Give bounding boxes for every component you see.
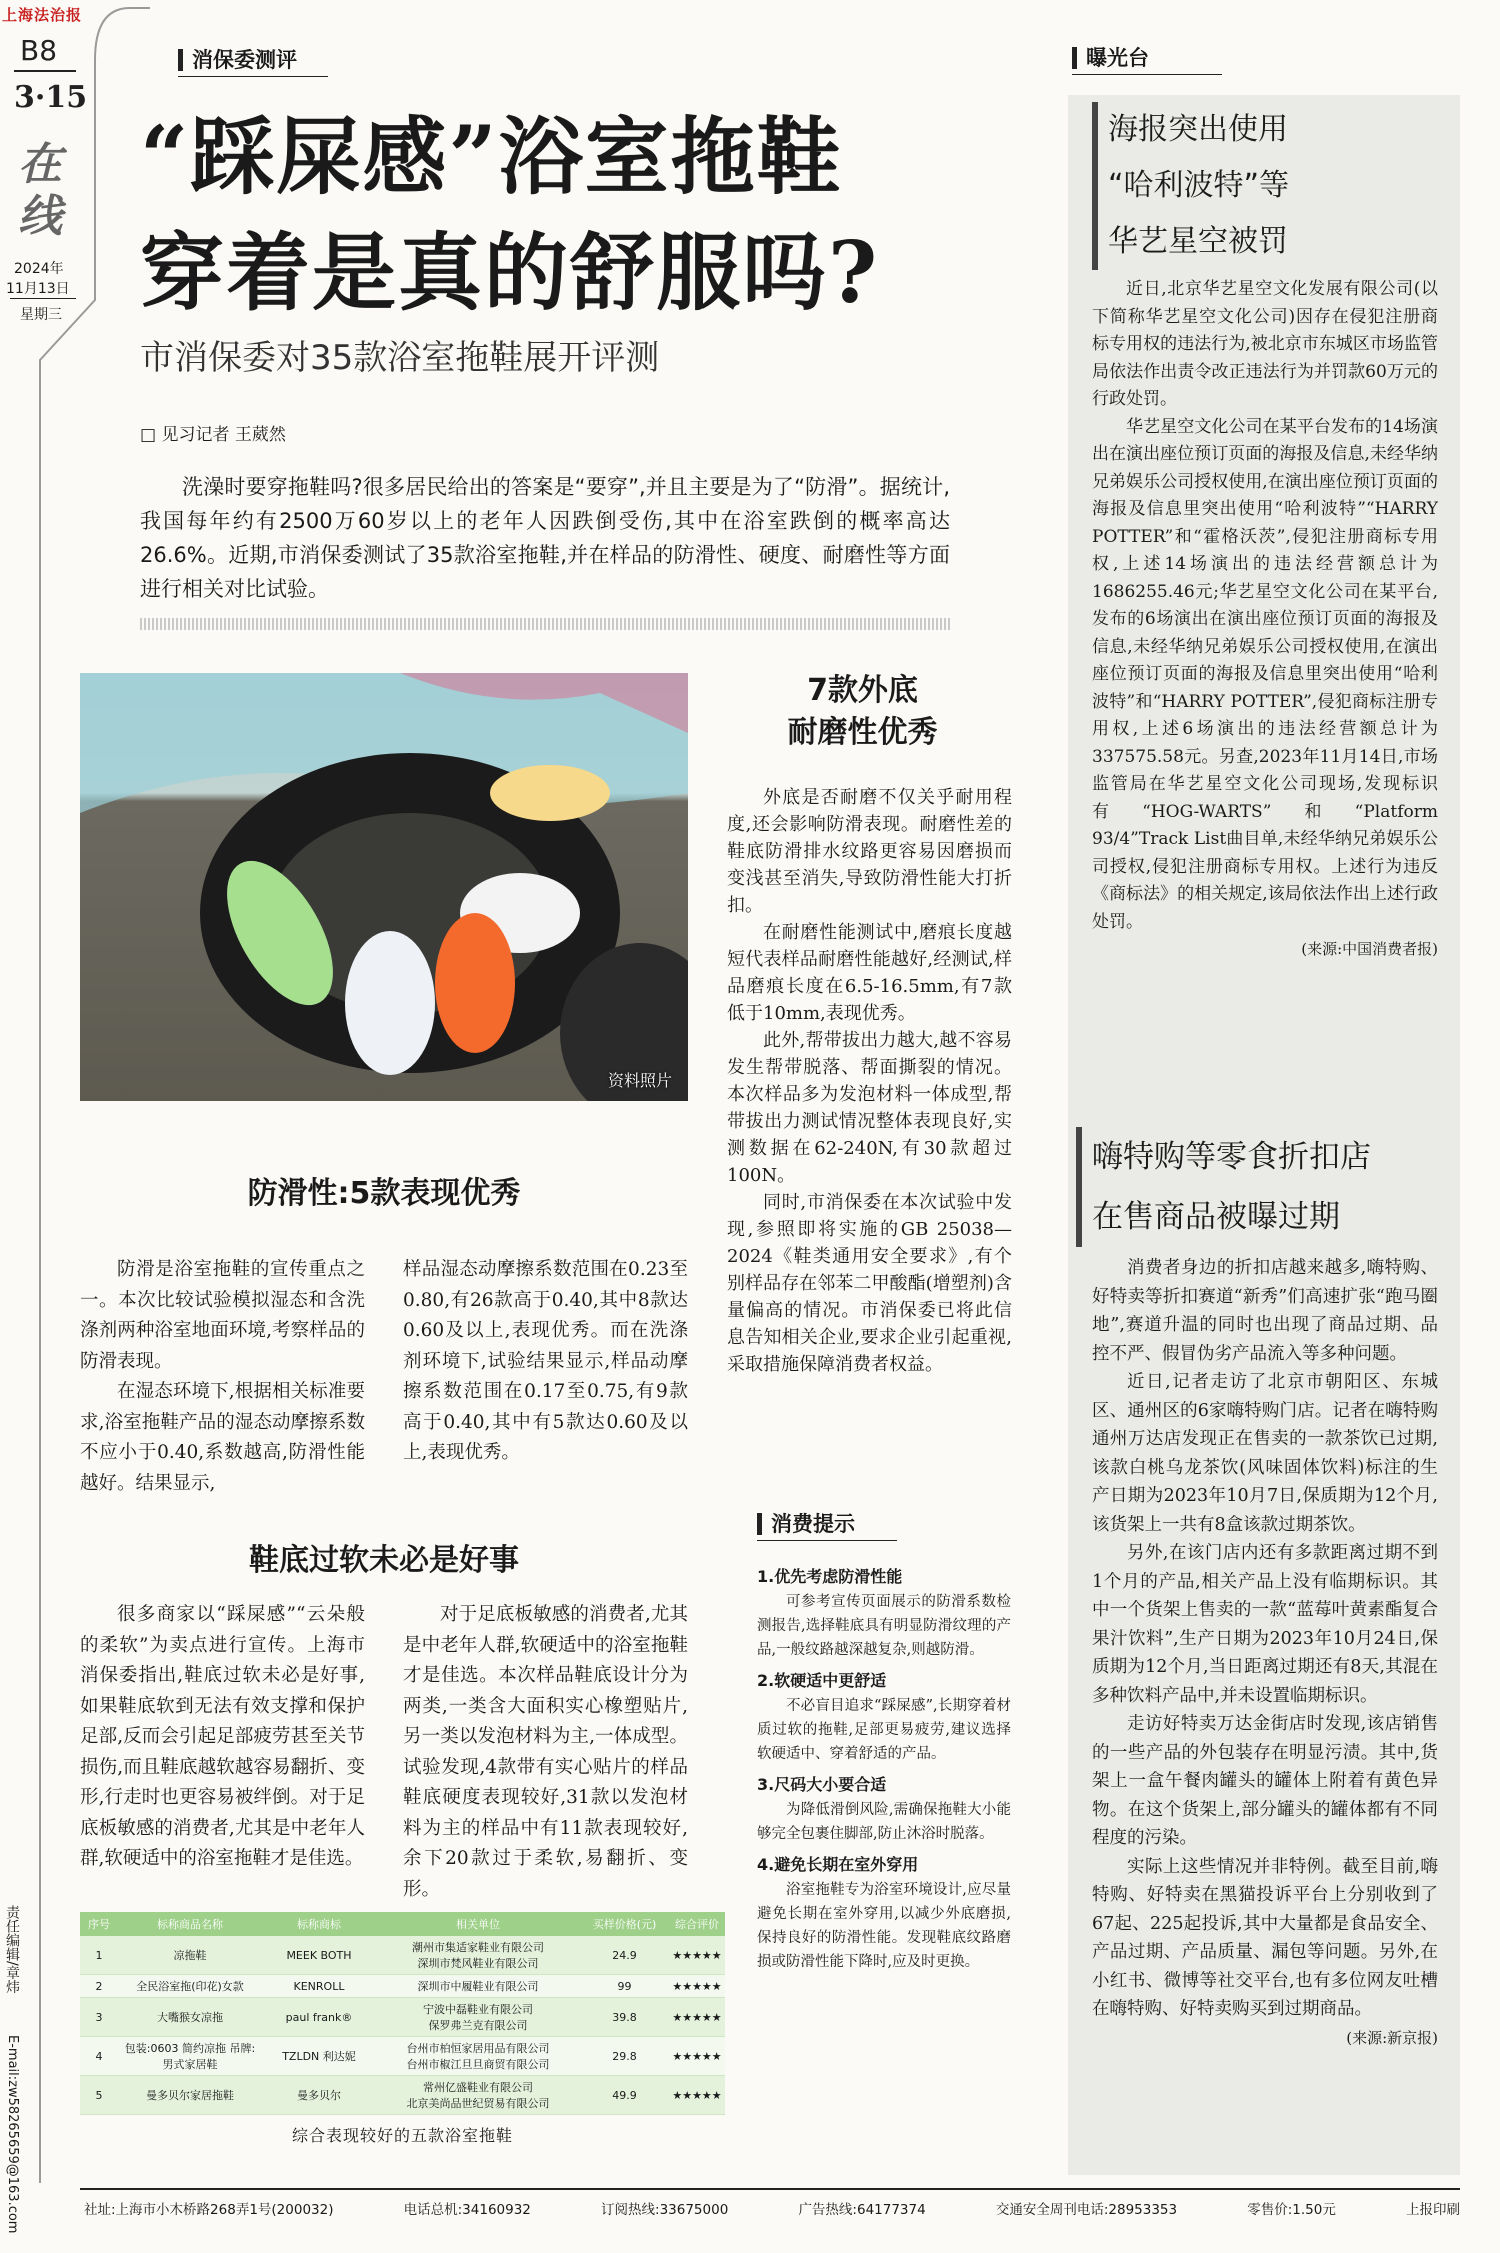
tip-title: 4.避免长期在室外穿用 bbox=[757, 1855, 919, 1874]
footer-rule bbox=[80, 2188, 1460, 2190]
cell-brand: KENROLL bbox=[262, 1975, 376, 1998]
antislip-col-1 bbox=[80, 1255, 365, 1499]
unit-line: 深圳市中履鞋业有限公司 bbox=[417, 1980, 539, 1993]
cell-no: 2 bbox=[80, 1975, 118, 1998]
issue-year: 2024年 bbox=[14, 261, 64, 277]
cell-name: 包装:0603 简约凉拖 吊牌:男式家居鞋 bbox=[118, 2037, 262, 2076]
paragraph: 防滑是浴室拖鞋的宣传重点之一。本次比较试验模拟湿态和含洗涤剂两种浴室地面环境,考察样品的防滑表现。 bbox=[80, 1259, 365, 1372]
section-name: 3·15 bbox=[14, 80, 88, 115]
tip-text: 可参考宣传页面展示的防滑系数检测报告,选择鞋底具有明显防滑纹理的产品,一般纹路越深越复杂,则越防滑。 bbox=[757, 1594, 1011, 1658]
cell-rating: ★★★★★ bbox=[669, 1998, 725, 2037]
paragraph: 实际上这些情况并非特例。截至目前,嗨特购、好特卖在黑猫投诉平台上分别收到了67起、225起投诉,其中大量都是食品安全、产品过期、产品质量、漏包等问题。另外,在小红书、微博等社交平台,也有多位网友吐槽在嗨特购、好特卖购买到过期商品。 bbox=[1092, 1856, 1438, 2019]
softness-col-2 bbox=[403, 1600, 688, 1905]
paragraph: 同时,市消保委在本次试验中发现,参照即将实施的GB 25038—2024《鞋类通用安全要求》,有个别样品存在邻苯二甲酸酯(增塑剂)含量偏高的情况。市消保委已将此信息告知相关企业,要求企业引起重视,采取措施保障消费者权益。 bbox=[727, 1192, 1012, 1375]
cell-unit bbox=[376, 2076, 580, 2115]
section-name-zai: 在 bbox=[18, 139, 62, 190]
story2-text bbox=[1092, 1254, 1438, 2052]
tip-text: 不必盲目追求“踩屎感”,长期穿着材质过软的拖鞋,足部更易疲劳,建议选择软硬适中、穿着舒适的产品。 bbox=[757, 1698, 1011, 1762]
lead-paragraph bbox=[140, 470, 950, 606]
cell-name: 曼多贝尔家居拖鞋 bbox=[118, 2076, 262, 2115]
editor-email: E-mail:zw58265659@163.com bbox=[5, 2035, 20, 2234]
story1-headline-line: 华艺星空被罚 bbox=[1108, 224, 1288, 259]
tip-item bbox=[757, 1564, 1011, 1662]
unit-line: 台州市椒江旦旦商贸有限公司 bbox=[406, 2058, 550, 2071]
footer-phone: 电话总机:34160932 bbox=[403, 2202, 531, 2218]
section-heading-wear bbox=[730, 670, 995, 754]
tip-item bbox=[757, 1772, 1011, 1846]
tip-title: 1.优先考虑防滑性能 bbox=[757, 1567, 903, 1586]
slipper-table bbox=[80, 1912, 725, 2115]
paragraph: 样品湿态动摩擦系数范围在0.23至0.80,有26款高于0.40,其中8款达0.60及以上,表现优秀。而在洗涤剂环境下,试验结果显示,样品动摩擦系数范围在0.17至0.75,有9款高于0.40,其中有5款达0.60及以上,表现优秀。 bbox=[403, 1259, 688, 1463]
table-header-row bbox=[80, 1912, 725, 1936]
cell-rating: ★★★★★ bbox=[669, 2037, 725, 2076]
cell-no: 4 bbox=[80, 2037, 118, 2076]
sidebar-tag: 曝光台 bbox=[1072, 42, 1149, 72]
cell-unit bbox=[376, 2037, 580, 2076]
cell-no: 5 bbox=[80, 2076, 118, 2115]
cell-rating: ★★★★★ bbox=[669, 1975, 725, 1998]
cell-price: 24.9 bbox=[580, 1936, 669, 1975]
table-header: 综合评价 bbox=[669, 1912, 725, 1936]
subheadline: 市消保委对35款浴室拖鞋展开评测 bbox=[140, 338, 660, 378]
cell-price: 39.8 bbox=[580, 1998, 669, 2037]
headline-line-1: “踩屎感”浴室拖鞋 bbox=[140, 107, 843, 206]
story2-source: (来源:新京报) bbox=[1346, 2028, 1438, 2047]
table-row bbox=[80, 2037, 725, 2076]
section-heading-softness: 鞋底过软未必是好事 bbox=[249, 1543, 519, 1578]
table-header: 标称商品名称 bbox=[118, 1912, 262, 1936]
table-header: 买样价格(元) bbox=[580, 1912, 669, 1936]
headline-line-2: 穿着是真的舒服吗? bbox=[140, 223, 880, 322]
paragraph: 很多商家以“踩屎感”“云朵般的柔软”为卖点进行宣传。上海市消保委指出,鞋底过软未必是好事,如果鞋底软到无法有效支撑和保护足部,反而会引起足部疲劳甚至关节损伤,而且鞋底越软越容易翻折、变形,行走时也更容易被绊倒。对于足底板敏感的消费者,尤其是中老年人群,软硬适中的浴室拖鞋才是佳选。 bbox=[80, 1604, 365, 1869]
paragraph: 在湿态环境下,根据相关标准要求,浴室拖鞋产品的湿态动摩擦系数不应小于0.40,系数越高,防滑性能越好。结果显示, bbox=[80, 1381, 365, 1494]
story1-source: (来源:中国消费者报) bbox=[1301, 940, 1438, 958]
cell-name: 大嘴猴女凉拖 bbox=[118, 1998, 262, 2037]
softness-col-1 bbox=[80, 1600, 365, 1875]
footer-ad: 广告热线:64177374 bbox=[798, 2202, 926, 2218]
issue-weekday: 星期三 bbox=[20, 307, 62, 323]
paragraph: 另外,在该门店内还有多款距离过期不到1个月的产品,相关产品上没有临期标识。其中一个货架上售卖的一款“蓝莓叶黄素酯复合果汁饮料”,生产日期为2023年10月24日,保质期为12个月,当日距离过期还有8天,其混在多种饮料产品中,并未设置临期标识。 bbox=[1092, 1543, 1438, 1706]
tip-title: 3.尺码大小要合适 bbox=[757, 1775, 887, 1794]
masthead-logo: 上海法治报 bbox=[2, 6, 83, 24]
table-header: 序号 bbox=[80, 1912, 118, 1936]
cell-price: 29.8 bbox=[580, 2037, 669, 2076]
unit-line: 常州亿盛鞋业有限公司 bbox=[423, 2081, 533, 2094]
wear-heading-line: 耐磨性优秀 bbox=[787, 715, 938, 750]
paragraph: 走访好特卖万达金街店时发现,该店销售的一些产品的外包装存在明显污渍。其中,货架上一盒午餐肉罐头的罐体上附着有黄色异物。在这个货架上,部分罐头的罐体都有不同程度的污染。 bbox=[1092, 1714, 1438, 1848]
story1-text bbox=[1092, 276, 1438, 964]
tips-box bbox=[757, 1564, 1011, 1974]
story1-headline bbox=[1092, 102, 1458, 270]
paragraph: 外底是否耐磨不仅关乎耐用程度,还会影响防滑表现。耐磨性差的鞋底防滑排水纹路更容易因磨损而变浅甚至消失,导致防滑性能大打折扣。 bbox=[727, 787, 1012, 916]
footer bbox=[84, 2198, 1460, 2218]
cell-name: 凉拖鞋 bbox=[118, 1936, 262, 1975]
editor-credit: 责任编辑/章炜 bbox=[4, 1905, 20, 1994]
cell-no: 3 bbox=[80, 1998, 118, 2037]
table-row bbox=[80, 1936, 725, 1975]
cell-brand: MEEK BOTH bbox=[262, 1936, 376, 1975]
cell-rating: ★★★★★ bbox=[669, 2076, 725, 2115]
paragraph: 华艺星空文化公司在某平台发布的14场演出在演出座位预订页面的海报及信息,未经华纳兄弟娱乐公司授权使用,在演出座位预订页面的海报及信息里突出使用“哈利波特”“HARRY POTTER”和“霍格沃茨”,侵犯注册商标专用权,上述14场演出的违法经营额总计为1686255.46元;华艺星空文化公司在某平台,发布的6场演出在演出座位预订页面的海报及信息,未经华纳兄弟娱乐公司授权使用,在演出座位预订页面的海报及信息里突出使用“哈利波特”和“HARRY POTTER”,侵犯商标注册专用权,上述6场演出的违法经营额总计为337575.58元。另查,2023年11月14日,市场监管局在华艺星空文化公司现场,发现标识有“HOG-WARTS”和“Platform 93/4”Track List曲目单,未经华纳兄弟娱乐公司授权,侵犯注册商标专用权。上述行为违反《商标法》的相关规定,该局依法作出上述行政处罚。 bbox=[1092, 416, 1438, 932]
antislip-col-2 bbox=[403, 1255, 688, 1469]
footer-subscribe: 订阅热线:33675000 bbox=[601, 2202, 729, 2218]
footer-address: 社址:上海市小木桥路268弄1号(200032) bbox=[84, 2202, 334, 2218]
page-number: B8 bbox=[20, 34, 58, 67]
table-row bbox=[80, 2076, 725, 2115]
paragraph: 消费者身边的折扣店越来越多,嗨特购、好特卖等折扣赛道“新秀”们高速扩张“跑马圈地”,赛道升温的同时也出现了商品过期、品控不严、假冒伪劣产品流入等多种问题。 bbox=[1092, 1258, 1438, 1364]
footer-printer: 上报印刷 bbox=[1406, 2202, 1460, 2218]
tip-text: 浴室拖鞋专为浴室环境设计,应尽量避免长期在室外穿用,以减少外底磨损,保持良好的防滑性能。发现鞋底纹路磨损或防滑性能下降时,应及时更换。 bbox=[757, 1882, 1011, 1970]
unit-line: 宁波中磊鞋业有限公司 bbox=[423, 2003, 533, 2016]
cell-brand: paul frank® bbox=[262, 1998, 376, 2037]
unit-line: 深圳市梵风鞋业有限公司 bbox=[417, 1957, 539, 1970]
unit-line: 潮州市集适家鞋业有限公司 bbox=[412, 1941, 544, 1954]
section-heading-antislip: 防滑性:5款表现优秀 bbox=[247, 1176, 521, 1211]
unit-line: 保罗弗兰克有限公司 bbox=[428, 2019, 528, 2032]
paragraph: 对于足底板敏感的消费者,尤其是中老年人群,软硬适中的浴室拖鞋才是佳选。本次样品鞋底设计分为两类,一类含大面积实心橡塑贴片,另一类以发泡材料为主,一体成型。试验发现,4款带有实心贴片的样品鞋底硬度表现较好,31款以发泡材料为主的样品中有11款表现较好,余下20款过于柔软,易翻折、变形。 bbox=[403, 1604, 688, 1900]
tips-tag: 消费提示 bbox=[757, 1508, 855, 1538]
cell-unit bbox=[376, 1936, 580, 1975]
cell-unit bbox=[376, 1975, 580, 1998]
table-header: 标称商标 bbox=[262, 1912, 376, 1936]
story1-headline-line: 海报突出使用 bbox=[1108, 112, 1288, 147]
issue-date: 11月13日 bbox=[6, 281, 70, 297]
table-caption: 综合表现较好的五款浴室拖鞋 bbox=[291, 2126, 513, 2145]
tip-title: 2.软硬适中更舒适 bbox=[757, 1671, 887, 1690]
table-row bbox=[80, 1975, 725, 1998]
lead-divider bbox=[140, 618, 950, 630]
wear-heading-line: 7款外底 bbox=[807, 673, 918, 708]
article-photo bbox=[80, 673, 688, 1101]
cell-brand: 曼多贝尔 bbox=[262, 2076, 376, 2115]
section-name-xian: 线 bbox=[18, 191, 62, 242]
lead-text: 洗澡时要穿拖鞋吗?很多居民给出的答案是“要穿”,并且主要是为了“防滑”。据统计,我国每年约有2500万60岁以上的老年人因跌倒受伤,其中在浴室跌倒的概率高达26.6%。近期,市消保委测试了35款浴室拖鞋,并在样品的防滑性、硬度、耐磨性等方面进行相关对比试验。 bbox=[140, 475, 950, 601]
slipper-table-wrap bbox=[80, 1912, 725, 2146]
footer-price: 零售价:1.50元 bbox=[1247, 2202, 1336, 2218]
wear-text bbox=[727, 784, 1012, 1378]
story1-headline-line: “哈利波特”等 bbox=[1108, 168, 1290, 203]
story2-headline bbox=[1076, 1127, 1468, 1247]
unit-line: 台州市柏恒家居用品有限公司 bbox=[406, 2042, 550, 2055]
cell-no: 1 bbox=[80, 1936, 118, 1975]
table-row bbox=[80, 1998, 725, 2037]
article-section-tag: 消保委测评 bbox=[178, 44, 297, 74]
cell-name: 全民浴室拖(印花)女款 bbox=[118, 1975, 262, 1998]
tip-item bbox=[757, 1852, 1011, 1974]
cell-rating: ★★★★★ bbox=[669, 1936, 725, 1975]
paragraph: 在耐磨性能测试中,磨痕长度越短代表样品耐磨性能越好,经测试,样品磨痕长度在6.5-16.5mm,有7款低于10mm,表现优秀。 bbox=[727, 922, 1012, 1024]
byline: □ 见习记者 王葳然 bbox=[140, 425, 286, 445]
paragraph: 近日,北京华艺星空文化发展有限公司(以下简称华艺星空文化公司)因存在侵犯注册商标专用权的违法行为,被北京市东城区市场监管局依法作出责令改正违法行为并罚款60万元的行政处罚。 bbox=[1092, 279, 1438, 409]
cell-brand: TZLDN 利达妮 bbox=[262, 2037, 376, 2076]
tip-item bbox=[757, 1668, 1011, 1766]
tip-text: 为降低滑倒风险,需确保拖鞋大小能够完全包裹住脚部,防止沐浴时脱落。 bbox=[757, 1802, 1011, 1842]
cell-price: 49.9 bbox=[580, 2076, 669, 2115]
story2-headline-line: 嗨特购等零食折扣店 bbox=[1092, 1139, 1371, 1175]
paragraph: 此外,帮带拔出力越大,越不容易发生帮带脱落、帮面撕裂的情况。本次样品多为发泡材料一体成型,帮带拔出力测试情况整体表现良好,实测数据在62-240N,有30款超过100N。 bbox=[727, 1030, 1012, 1186]
cell-price: 99 bbox=[580, 1975, 669, 1998]
footer-traffic: 交通安全周刊电话:28953353 bbox=[995, 2202, 1178, 2218]
cell-unit bbox=[376, 1998, 580, 2037]
photo-illustration bbox=[80, 673, 688, 1101]
paragraph: 近日,记者走访了北京市朝阳区、东城区、通州区的6家嗨特购门店。记者在嗨特购通州万达店发现正在售卖的一款茶饮已过期,该款白桃乌龙茶饮(风味固体饮料)标注的生产日期为2023年10月7日,保质期为12个月,该货架上一共有8盒该款过期茶饮。 bbox=[1092, 1372, 1438, 1535]
photo-caption: 资料照片 bbox=[607, 1071, 672, 1090]
story2-headline-line: 在售商品被曝过期 bbox=[1092, 1199, 1340, 1235]
table-header: 相关单位 bbox=[376, 1912, 580, 1936]
unit-line: 北京美尚品世纪贸易有限公司 bbox=[406, 2097, 550, 2110]
